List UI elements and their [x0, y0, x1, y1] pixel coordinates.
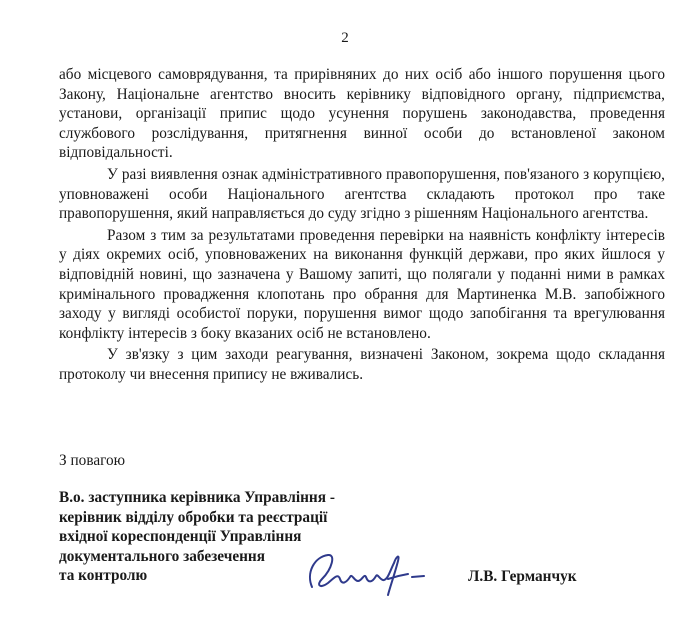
signer-title-line: документального забезечення: [59, 547, 266, 565]
signer-title-line: керівник відділу обробки та реєстрації: [59, 508, 328, 526]
signer-title-line: В.о. заступника керівника Управління -: [59, 489, 335, 506]
signer-name: Л.В. Германчук: [468, 568, 577, 585]
signer-title-line: вхідної кореспонденції Управління: [59, 528, 302, 546]
paragraph-continuation: або місцевого самоврядування, та прирівняних до них осіб або іншого порушення цього Закону, Національне агентство вносить керівнику відповідного органу, підприємства, установи, організації припис щодо усунення порушень законодавства, проведення службового розслідування, притягнення винної особи до встановленої законом відповідальності.: [59, 66, 665, 162]
handwritten-signature: [292, 543, 442, 603]
page-number: 2: [341, 30, 349, 46]
letter-body: [59, 65, 665, 387]
closing-greeting: З повагою: [59, 452, 126, 469]
paragraph-conclusion: У зв'язку з цим заходи реагування, визначені Законом, зокрема щодо складання протоколу чи внесення припису не вживались.: [59, 346, 665, 383]
signer-title-line: та контролю: [59, 567, 148, 585]
paragraph-inspection-results: Разом з тим за результатами проведення перевірки на наявність конфлікту інтересів у діях окремих осіб, уповноважених на виконання функцій держави, про яких йшлося у відповідній новині, що зазначена у Вашому запиті, що полягали у поданні ними в рамках кримінального провадження клопотань про обрання для Мартиненка М.В. запобіжного заходу у вигляді особистої поруки, порушення вимог щодо запобігання та врегулювання конфлікту інтересів з боку вказаних осіб не встановлено.: [59, 226, 665, 342]
paragraph-administrative-offense: У разі виявлення ознак адміністративного правопорушення, пов'язаного з корупцією, уповноважені особи Національного агентства складають протокол про таке правопорушення, який направляється до суду згідно з рішенням Національного агентства.: [59, 165, 665, 223]
